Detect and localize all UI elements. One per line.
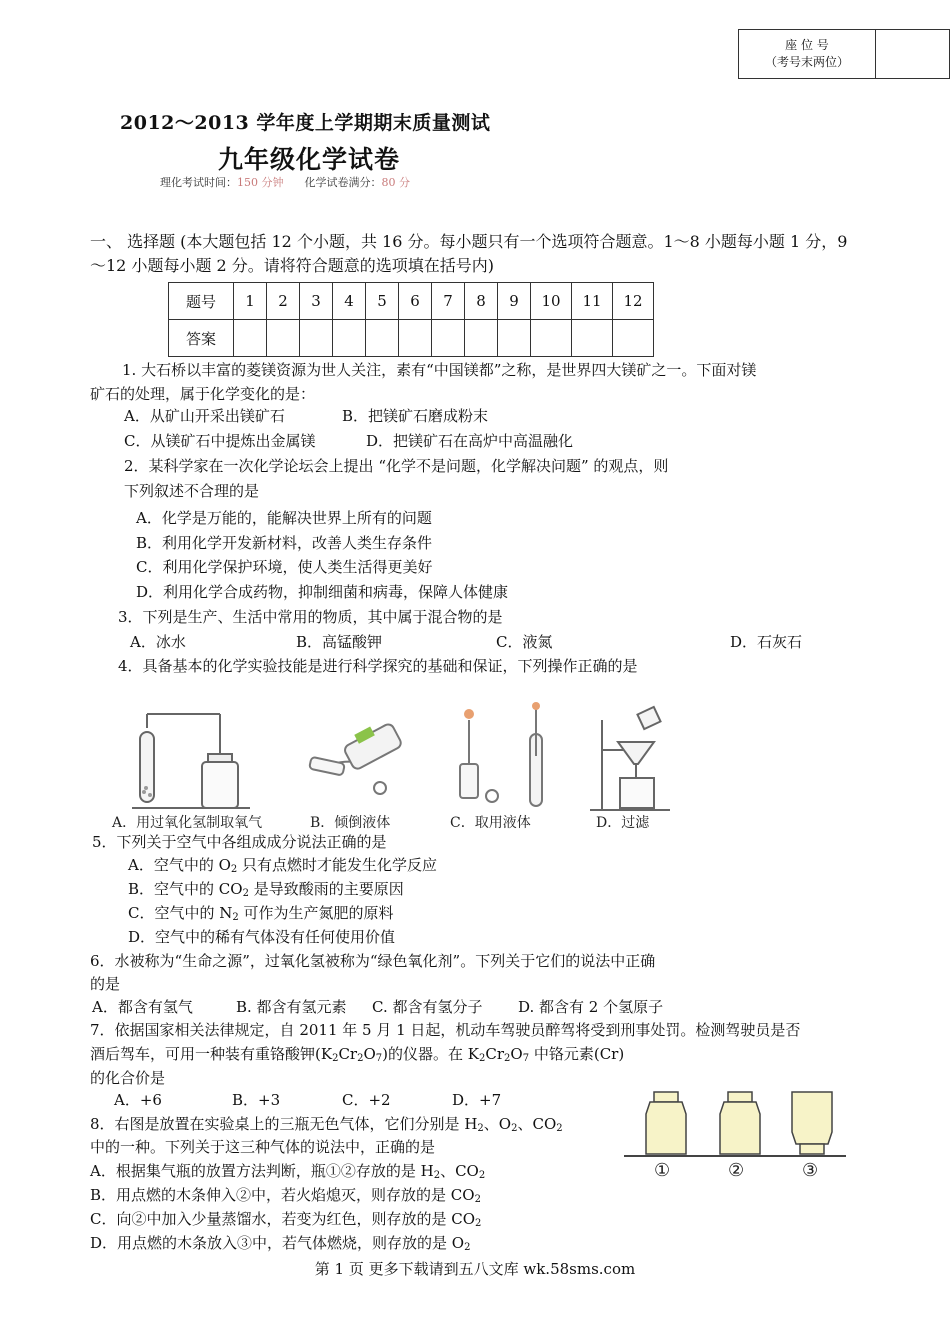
table-number: 1 — [234, 283, 267, 320]
seat-label: 座 位 号 — [785, 38, 829, 52]
q8-stem-2: 中的一种。下列关于这三种气体的说法中，正确的是 — [90, 1138, 436, 1156]
table-row-numbers — [169, 283, 654, 320]
table-number: 6 — [399, 283, 432, 320]
q4-caption-b: B．倾倒液体 — [310, 815, 391, 831]
bottle-2 — [720, 1092, 760, 1154]
table-number: 10 — [531, 283, 572, 320]
q2-stem-2: 下列叙述不合理的是 — [124, 482, 260, 500]
q8-option-b: B．用点燃的木条伸入②中，若火焰熄灭，则存放的是 $CO_2$ — [90, 1186, 481, 1205]
table-number: 12 — [613, 283, 654, 320]
q3-option-b: B．高锰酸钾 — [296, 633, 383, 651]
answer-cell[interactable] — [498, 320, 531, 357]
answer-table — [168, 282, 654, 357]
q6-option-c: C. 都含有氢分子 — [372, 998, 483, 1016]
table-number: 7 — [432, 283, 465, 320]
q7-stem-1: 7．依据国家相关法律规定，自 2011 年 5 月 1 日起，机动车驾驶员醉驾将受到刑事处罚。检测驾驶员是否 — [90, 1021, 801, 1039]
section1-heading: 一、 选择题 (本大题包括 12 个小题，共 16 分。每小题只有一个选项符合题意。1～8 小题每小题 1 分，9～12 小题每小题 2 分。请将符合题意的选项填在括号内) — [90, 232, 848, 275]
answer-cell[interactable] — [234, 320, 267, 357]
answer-cell[interactable] — [465, 320, 498, 357]
q7-option-d: D．+7 — [452, 1091, 502, 1109]
time-value: 150 分钟 — [237, 176, 284, 189]
table-number: 11 — [572, 283, 613, 320]
bottle-label-3: ③ — [802, 1160, 819, 1181]
table-number: 5 — [366, 283, 399, 320]
q6-stem-1: 6．水被称为“生命之源”，过氧化氢被称为“绿色氧化剂”。下列关于它们的说法中正确 — [90, 952, 656, 970]
q2-option-d: D．利用化学合成药物，抑制细菌和病毒，保障人体健康 — [136, 583, 509, 601]
q8-option-c: C．向②中加入少量蒸馏水，若变为红色，则存放的是 $CO_2$ — [90, 1210, 482, 1229]
row-label-answer: 答案 — [169, 320, 234, 357]
bottle-label-2: ② — [728, 1160, 745, 1181]
q8-option-d: D．用点燃的木条放入③中，若气体燃烧，则存放的是 $O_2$ — [90, 1234, 471, 1253]
answer-cell[interactable] — [613, 320, 654, 357]
q5-option-c: C．空气中的 $N_2$ 可作为生产氮肥的原料 — [128, 904, 394, 923]
apparatus-d — [590, 707, 670, 810]
lab-illustration — [110, 700, 730, 828]
score-label: 化学试卷满分： — [304, 176, 382, 189]
q1-stem-2: 矿石的处理，属于化学变化的是： — [90, 385, 316, 403]
answer-cell[interactable] — [333, 320, 366, 357]
q3-option-d: D．石灰石 — [730, 633, 803, 651]
apparatus-b — [309, 722, 403, 794]
gas-bottles-figure — [622, 1088, 848, 1188]
answer-cell[interactable] — [300, 320, 333, 357]
page-footer: 第 1 页 更多下载请到五八文库 wk.58sms.com — [314, 1260, 636, 1278]
q6-option-a: A．都含有氢气 — [92, 998, 193, 1016]
answer-cell[interactable] — [399, 320, 432, 357]
q6-option-d: D. 都含有 2 个氢原子 — [518, 998, 664, 1016]
answer-cell[interactable] — [572, 320, 613, 357]
q1-option-c: C．从镁矿石中提炼出金属镁 — [124, 432, 316, 450]
q2-option-a: A．化学是万能的，能解决世界上所有的问题 — [136, 509, 432, 527]
q3-stem: 3．下列是生产、生活中常用的物质，其中属于混合物的是 — [118, 608, 503, 626]
q5-option-a: A．空气中的 $O_2$ 只有点燃时才能发生化学反应 — [128, 856, 438, 875]
bottle-1 — [646, 1092, 686, 1154]
q5-option-b: B．空气中的 $CO_2$ 是导致酸雨的主要原因 — [128, 880, 404, 899]
table-row-answers — [169, 320, 654, 357]
q1-stem-1: 1. 大石桥以丰富的菱镁资源为世人关注，素有“中国镁都”之称，是世界四大镁矿之一。下面对镁 — [122, 361, 757, 379]
q3-option-a: A．冰水 — [130, 633, 186, 651]
q2-option-b: B．利用化学开发新材料，改善人类生存条件 — [136, 534, 433, 552]
table-number: 4 — [333, 283, 366, 320]
row-label-number: 题号 — [169, 283, 234, 320]
q4-caption-c: C．取用液体 — [450, 815, 531, 831]
table-number: 2 — [267, 283, 300, 320]
seat-number-field[interactable] — [876, 30, 949, 78]
q2-stem-1: 2．某科学家在一次化学论坛会上提出 “化学不是问题，化学解决问题” 的观点，则 — [124, 457, 669, 475]
q8-stem-1: 8．右图是放置在实验桌上的三瓶无色气体，它们分别是 $H_2$、$O_2$、$CO_2$ — [90, 1115, 563, 1134]
q4-stem: 4．具备基本的化学实验技能是进行科学探究的基础和保证，下列操作正确的是 — [118, 657, 638, 675]
q3-option-c: C．液氮 — [496, 633, 553, 651]
q7-stem-3: 的化合价是 — [90, 1069, 166, 1087]
q1-option-d: D．把镁矿石在高炉中高温融化 — [366, 432, 574, 450]
answer-cell[interactable] — [366, 320, 399, 357]
q7-option-c: C．+2 — [342, 1091, 391, 1109]
q6-stem-2: 的是 — [90, 975, 121, 993]
exam-title-line1: 2012～2013 学年度上学期期末质量测试 — [120, 112, 491, 134]
q5-stem: 5．下列关于空气中各组成成分说法正确的是 — [92, 833, 387, 851]
seat-note: （考号末两位） — [764, 55, 849, 69]
q5-option-d: D．空气中的稀有气体没有任何使用价值 — [128, 928, 396, 946]
time-label: 理化考试时间： — [160, 176, 237, 189]
q1-option-a: A．从矿山开采出镁矿石 — [124, 407, 285, 425]
q6-option-b: B. 都含有氢元素 — [236, 998, 347, 1016]
q2-option-c: C．利用化学保护环境，使人类生活得更美好 — [136, 558, 433, 576]
bottle-label-1: ① — [654, 1160, 671, 1181]
answer-cell[interactable] — [531, 320, 572, 357]
exam-title-line2: 九年级化学试卷 — [218, 145, 401, 174]
seat-label-cell — [739, 30, 876, 78]
table-number: 3 — [300, 283, 333, 320]
q7-stem-2: 酒后驾车，可用一种装有重铬酸钾$(K_2Cr_2O_7)$的仪器。在 $K_2Cr_2O_7$ 中铬元素(Cr) — [90, 1045, 625, 1064]
q7-option-a: A．+6 — [114, 1091, 162, 1109]
table-number: 8 — [465, 283, 498, 320]
seat-number-box — [738, 29, 950, 79]
score-value: 80 分 — [381, 176, 410, 189]
apparatus-c — [460, 702, 542, 806]
answer-cell[interactable] — [432, 320, 465, 357]
q4-caption-d: D．过滤 — [596, 815, 650, 831]
q8-option-a: A．根据集气瓶的放置方法判断，瓶①②存放的是 $H_2$、$CO_2$ — [90, 1162, 486, 1181]
q1-option-b: B．把镁矿石磨成粉末 — [342, 407, 489, 425]
lab-operations-figure — [110, 700, 730, 831]
q4-caption-a: A．用过氧化氢制取氧气 — [112, 815, 263, 831]
answer-cell[interactable] — [267, 320, 300, 357]
bottle-3 — [792, 1092, 832, 1154]
q7-option-b: B．+3 — [232, 1091, 281, 1109]
table-number: 9 — [498, 283, 531, 320]
exam-info — [160, 174, 410, 190]
